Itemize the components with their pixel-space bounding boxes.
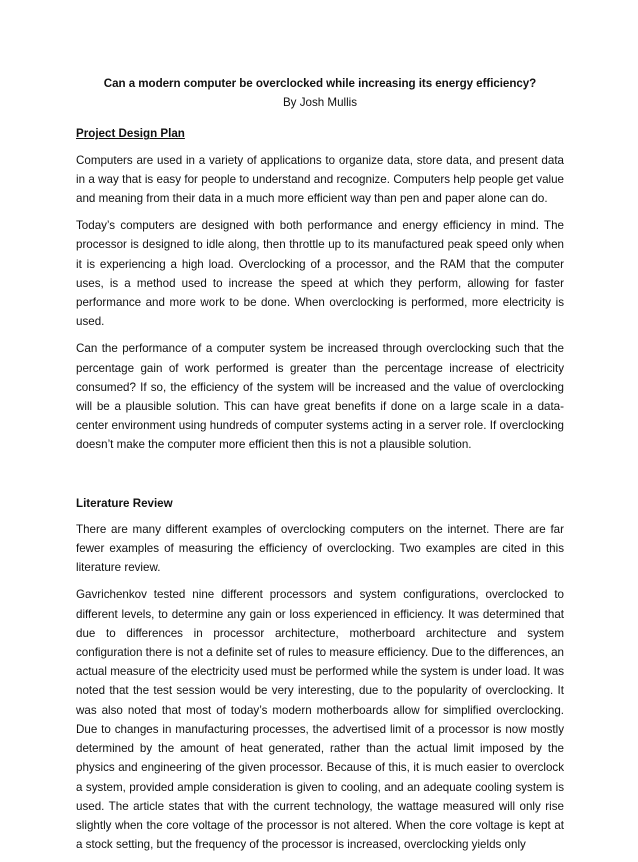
section-heading-literature-review: Literature Review [76,496,173,510]
paragraph: Today’s computers are designed with both performance and energy efficiency in mind. The processor is designed to idle along, then throttle up to its manufactured peak speed only when it is experiencing a high load. Overclocking of a processor, and the RAM that the computer uses, is a method used to increase the speed at which they perform, allowing for faster performance and more work to be done. When overclocking is performed, more electricity is used. [76,219,564,329]
document-byline: By Josh Mullis [282,96,358,110]
paragraph: There are many different examples of overclocking computers on the internet. There are far fewer examples of measuring the efficiency of overclocking. Two examples are cited in this literature review. [76,522,564,575]
document-title: Can a modern computer be overclocked while increasing its energy efficiency? [103,77,537,90]
section-spacer [76,463,564,494]
paragraph: Can the performance of a computer system be increased through overclocking such that the percentage gain of work performed is greater than the percentage increase of electricity consumed? If so, the efficiency of the system will be increased and the value of overclocking will be a plausible solution. This can have great benefits if done on a large scale in a data-center environment using hundreds of computer systems acting in a server role. If overclocking doesn’t make the computer more efficient then this is not a plausible solution. [76,342,564,452]
section-heading-project-design-plan: Project Design Plan [76,127,185,141]
paragraph: Gavrichenkov tested nine different processors and system configurations, overclocked to different levels, to determine any gain or loss experienced in efficiency. It was determined that due to differences in processor architecture, motherboard architecture and system configuration there is not a definite set of rules to measure efficiency. Due to the differences, an actual measure of the electricity used must be performed while the system is under load. It was noted that the test session would be very interesting, due to the popularity of overclocking. It was also noted that most of today’s modern motherboards allow for simplified overclocking. Due to changes in manufacturing processes, the advertised limit of a processor is now mostly determined by the amount of heat generated, rather than the actual limit imposed by the physics and engineering of the given processor. Because of this, it is much easier to overclock a system, provided ample consideration is given to cooling, and an adequate cooling system is used. The article states that with the current technology, the wattage measured will only rise slightly when the core voltage of the processor is not altered. When the core voltage is kept at a stock setting, but the frequency of the processor is increased, overclocking yields only [76,588,564,852]
paragraph: Computers are used in a variety of applications to organize data, store data, and present data in a way that is easy for people to understand and recognize. Computers help people get value and meaning from their data in a much more efficient way than pen and paper alone can do. [76,153,564,206]
document-page [76,74,564,862]
